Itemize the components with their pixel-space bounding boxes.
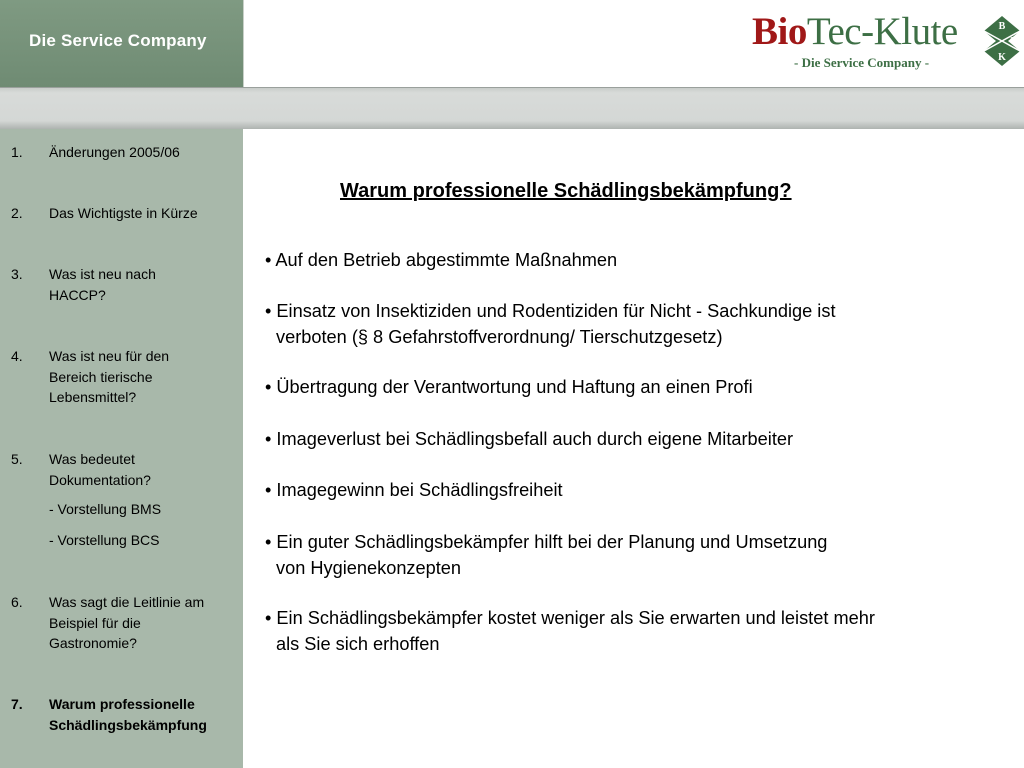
agenda-subitem-bcs[interactable]: - Vorstellung BCS xyxy=(49,532,160,548)
bullet-line: • Imagegewinn bei Schädlingsfreiheit xyxy=(265,480,563,500)
logo-subtitle: - Die Service Company - xyxy=(794,55,930,70)
logo-wordmark xyxy=(752,10,958,54)
bullet-item xyxy=(265,427,793,453)
bullet-line: • Übertragung der Verantwortung und Haftung an einen Profi xyxy=(265,377,753,397)
agenda-item-number: 3. xyxy=(11,266,23,282)
agenda-item-label: Was ist neu nach HACCP? xyxy=(49,266,156,303)
logo-letter-k: K xyxy=(998,52,1006,63)
logo-letter-t: T xyxy=(1010,36,1018,47)
bullet-line: • Ein guter Schädlingsbekämpfer hilft bei der Planung und Umsetzung xyxy=(265,532,828,552)
bullet-item xyxy=(265,299,836,350)
logo-letter-b: B xyxy=(998,21,1006,32)
agenda-item-number: 4. xyxy=(11,348,23,364)
agenda-item-label: Änderungen 2005/06 xyxy=(49,144,180,160)
logo-diamond-icon xyxy=(982,14,1022,70)
bullet-continuation: als Sie sich erhoffen xyxy=(276,633,440,654)
agenda-item-number: 2. xyxy=(11,205,23,221)
bullet-item xyxy=(265,478,563,504)
biotec-klute-logo xyxy=(734,0,1024,87)
bullet-item xyxy=(265,375,753,401)
tagline-text: Die Service Company xyxy=(29,30,207,50)
agenda-item-label: Was bedeutet Dokumentation? xyxy=(49,451,151,488)
agenda-item-label: Warum professionelle Schädlingsbekämpfung xyxy=(49,696,207,733)
slide-title: Warum professionelle Schädlingsbekämpfung? xyxy=(340,180,792,202)
bullet-item xyxy=(265,530,827,581)
tagline-banner xyxy=(0,0,244,87)
agenda-item-label: Das Wichtigste in Kürze xyxy=(49,205,198,221)
bullet-line: • Auf den Betrieb abgestimmte Maßnahmen xyxy=(265,250,618,270)
agenda-item-number: 5. xyxy=(11,451,23,467)
bullet-continuation: von Hygienekonzepten xyxy=(276,557,462,578)
header-stripe xyxy=(0,87,1024,129)
bullet-continuation: verboten (§ 8 Gefahrstoffverordnung/ Tierschutzgesetz) xyxy=(276,326,723,347)
bullet-item xyxy=(265,606,875,657)
bullet-line: • Imageverlust bei Schädlingsbefall auch durch eigene Mitarbeiter xyxy=(265,429,794,449)
logo-klute: Klute xyxy=(873,10,958,53)
agenda-sidebar xyxy=(0,129,243,768)
agenda-item-label: Was ist neu für den Bereich tierische Lebensmittel? xyxy=(49,348,170,405)
logo-bio: Bio xyxy=(752,10,807,53)
bullet-line: • Ein Schädlingsbekämpfer kostet weniger als Sie erwarten und leistet mehr xyxy=(265,608,875,628)
bullet-line: • Einsatz von Insektiziden und Rodentiziden für Nicht - Sachkundige ist xyxy=(265,301,836,321)
bullet-item xyxy=(265,248,617,274)
logo-tec: Tec- xyxy=(806,10,874,53)
agenda-item-number: 6. xyxy=(11,594,23,610)
agenda-subitem-bms[interactable]: - Vorstellung BMS xyxy=(49,501,162,517)
agenda-item-number: 1. xyxy=(11,144,23,160)
agenda-item-number: 7. xyxy=(11,696,23,712)
agenda-item-label: Was sagt die Leitlinie am Beispiel für die Gastronomie? xyxy=(49,594,205,651)
